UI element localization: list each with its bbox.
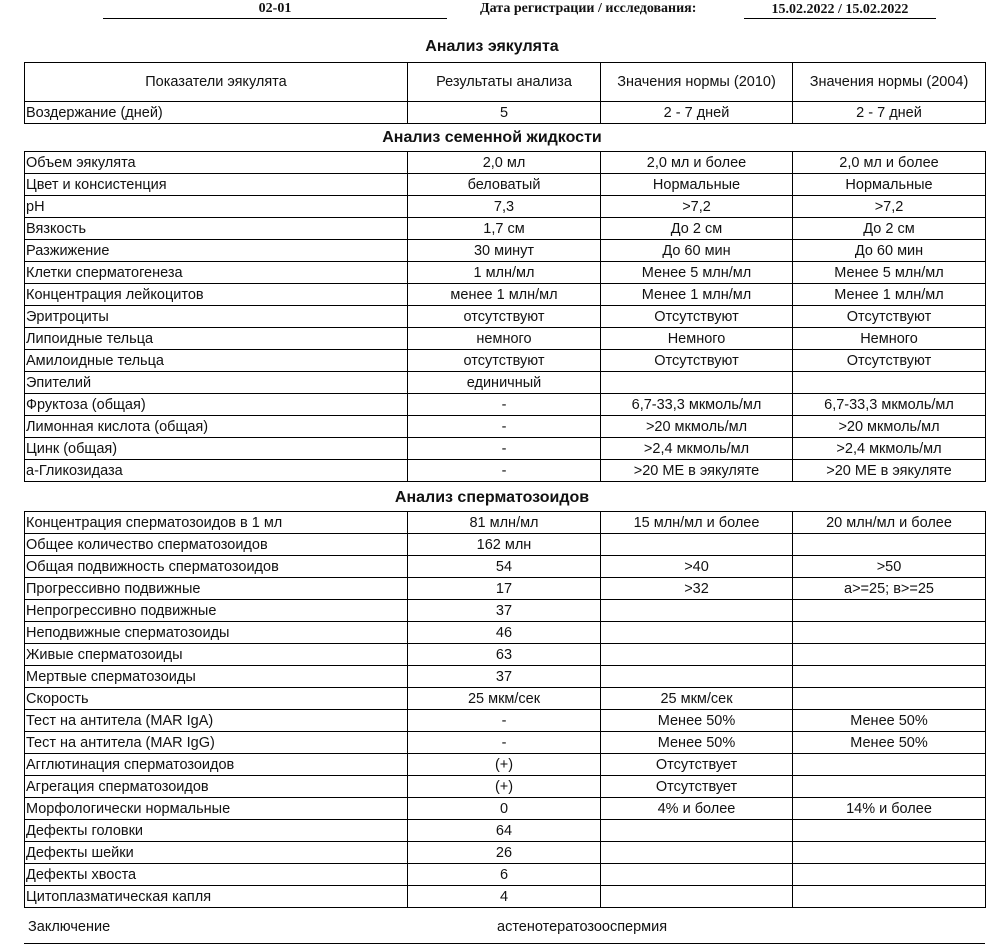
- norm-cell: >2,4 мкмоль/мл: [793, 438, 986, 460]
- row-label: Объем эякулята: [25, 152, 408, 174]
- section-title-seminal-fluid: Анализ семенной жидкости: [382, 129, 602, 146]
- table-row: [25, 152, 986, 174]
- row-label: Мертвые сперматозоиды: [25, 666, 408, 688]
- table-row: [25, 666, 986, 688]
- table-row: [25, 688, 986, 710]
- row-label: Скорость: [25, 688, 408, 710]
- table-seminal-fluid: [24, 151, 986, 482]
- row-label: pH: [25, 196, 408, 218]
- norm-cell: [793, 372, 986, 394]
- table-row: [25, 306, 986, 328]
- result-cell: 54: [408, 556, 601, 578]
- result-cell: -: [408, 438, 601, 460]
- norm-cell: Менее 5 млн/мл: [601, 262, 793, 284]
- table-row: [25, 240, 986, 262]
- column-header: Значения нормы (2004): [793, 63, 986, 102]
- row-label: Фруктоза (общая): [25, 394, 408, 416]
- table-row: [25, 534, 986, 556]
- norm-cell: [601, 622, 793, 644]
- table-row: [25, 732, 986, 754]
- table-row: [25, 460, 986, 482]
- result-cell: 1 млн/мл: [408, 262, 601, 284]
- row-label: Концентрация сперматозоидов в 1 мл: [25, 512, 408, 534]
- row-label: Эритроциты: [25, 306, 408, 328]
- result-cell: 4: [408, 886, 601, 908]
- result-cell: -: [408, 710, 601, 732]
- norm-cell: Менее 50%: [601, 732, 793, 754]
- norm-cell: До 2 см: [601, 218, 793, 240]
- row-label: Цитоплазматическая капля: [25, 886, 408, 908]
- result-cell: 17: [408, 578, 601, 600]
- result-cell: 30 минут: [408, 240, 601, 262]
- norm-cell: [601, 534, 793, 556]
- row-label: Общее количество сперматозоидов: [25, 534, 408, 556]
- result-cell: (+): [408, 754, 601, 776]
- norm-cell: [793, 776, 986, 798]
- result-cell: 1,7 см: [408, 218, 601, 240]
- norm-cell: Нормальные: [793, 174, 986, 196]
- table-row: [25, 512, 986, 534]
- norm-cell: Отсутствуют: [793, 350, 986, 372]
- norm-cell: Отсутствуют: [793, 306, 986, 328]
- table-row: [25, 644, 986, 666]
- conclusion-label: Заключение: [28, 919, 111, 935]
- row-label: Агглютинация сперматозоидов: [25, 754, 408, 776]
- row-label: Тест на антитела (MAR IgG): [25, 732, 408, 754]
- table-row: [25, 710, 986, 732]
- number-underline: [103, 18, 447, 19]
- norm-cell: 2,0 мл и более: [793, 152, 986, 174]
- norm-cell: [601, 600, 793, 622]
- row-label: Цинк (общая): [25, 438, 408, 460]
- norm-cell: [601, 886, 793, 908]
- row-label: Разжижение: [25, 240, 408, 262]
- row-label: Дефекты шейки: [25, 842, 408, 864]
- table-row: [25, 218, 986, 240]
- norm-cell: 2,0 мл и более: [601, 152, 793, 174]
- norm-cell: 4% и более: [601, 798, 793, 820]
- norm-cell: [601, 842, 793, 864]
- norm-cell: 14% и более: [793, 798, 986, 820]
- table-row: [25, 196, 986, 218]
- row-label: Вязкость: [25, 218, 408, 240]
- norm-cell: Отсутствует: [601, 776, 793, 798]
- row-label: Лимонная кислота (общая): [25, 416, 408, 438]
- row-label: Живые сперматозоиды: [25, 644, 408, 666]
- norm-cell: >7,2: [793, 196, 986, 218]
- norm-cell: Менее 1 млн/мл: [793, 284, 986, 306]
- row-label: Клетки сперматогенеза: [25, 262, 408, 284]
- result-cell: -: [408, 732, 601, 754]
- norm-cell: [601, 864, 793, 886]
- norm-cell: Менее 1 млн/мл: [601, 284, 793, 306]
- norm-cell: Менее 50%: [601, 710, 793, 732]
- norm-cell: >40: [601, 556, 793, 578]
- table-row: [25, 578, 986, 600]
- norm-cell: [601, 372, 793, 394]
- date-value: 15.02.2022 / 15.02.2022: [744, 1, 936, 19]
- table-row: [25, 438, 986, 460]
- result-cell: -: [408, 416, 601, 438]
- result-cell: 46: [408, 622, 601, 644]
- norm-cell: Менее 5 млн/мл: [793, 262, 986, 284]
- table-row: [25, 350, 986, 372]
- row-label: Морфологически нормальные: [25, 798, 408, 820]
- result-cell: беловатый: [408, 174, 601, 196]
- result-cell: менее 1 млн/мл: [408, 284, 601, 306]
- row-label: Тест на антитела (MAR IgA): [25, 710, 408, 732]
- table-row: [25, 622, 986, 644]
- report-number: 02-01: [258, 1, 292, 16]
- norm-cell: >32: [601, 578, 793, 600]
- row-label: Концентрация лейкоцитов: [25, 284, 408, 306]
- norm-cell: >20 мкмоль/мл: [793, 416, 986, 438]
- result-cell: 0: [408, 798, 601, 820]
- row-label: Липоидные тельца: [25, 328, 408, 350]
- result-cell: 26: [408, 842, 601, 864]
- result-cell: 81 млн/мл: [408, 512, 601, 534]
- norm-cell: Немного: [793, 328, 986, 350]
- result-cell: отсутствуют: [408, 350, 601, 372]
- norm-cell: 2 - 7 дней: [793, 102, 986, 124]
- date-label: Дата регистрации / исследования:: [480, 1, 697, 16]
- norm-cell: [793, 534, 986, 556]
- result-cell: -: [408, 460, 601, 482]
- result-cell: отсутствуют: [408, 306, 601, 328]
- table-ejaculate: [24, 62, 986, 124]
- result-cell: единичный: [408, 372, 601, 394]
- table-row: [25, 174, 986, 196]
- norm-cell: [793, 688, 986, 710]
- norm-cell: >20 МЕ в эякуляте: [601, 460, 793, 482]
- result-cell: 63: [408, 644, 601, 666]
- norm-cell: 2 - 7 дней: [601, 102, 793, 124]
- norm-cell: До 2 см: [793, 218, 986, 240]
- norm-cell: [601, 666, 793, 688]
- row-label: Амилоидные тельца: [25, 350, 408, 372]
- result-cell: 2,0 мл: [408, 152, 601, 174]
- norm-cell: [793, 886, 986, 908]
- result-cell: 162 млн: [408, 534, 601, 556]
- norm-cell: >2,4 мкмоль/мл: [601, 438, 793, 460]
- norm-cell: Нормальные: [601, 174, 793, 196]
- result-cell: 5: [408, 102, 601, 124]
- row-label: Эпителий: [25, 372, 408, 394]
- norm-cell: >7,2: [601, 196, 793, 218]
- norm-cell: 6,7-33,3 мкмоль/мл: [601, 394, 793, 416]
- result-cell: 37: [408, 666, 601, 688]
- result-cell: (+): [408, 776, 601, 798]
- norm-cell: [793, 622, 986, 644]
- norm-cell: [601, 644, 793, 666]
- column-header: Значения нормы (2010): [601, 63, 793, 102]
- result-cell: 6: [408, 864, 601, 886]
- table-row: [25, 886, 986, 908]
- result-cell: -: [408, 394, 601, 416]
- norm-cell: 20 млн/мл и более: [793, 512, 986, 534]
- table-row: [25, 754, 986, 776]
- norm-cell: 25 мкм/сек: [601, 688, 793, 710]
- row-label: Воздержание (дней): [25, 102, 408, 124]
- table-row: [25, 416, 986, 438]
- conclusion-value: астенотератозооспермия: [497, 919, 668, 935]
- row-label: Дефекты головки: [25, 820, 408, 842]
- table-row: [25, 328, 986, 350]
- row-label: Прогрессивно подвижные: [25, 578, 408, 600]
- table-row: [25, 842, 986, 864]
- row-label: Неподвижные сперматозоиды: [25, 622, 408, 644]
- row-label: Цвет и консистенция: [25, 174, 408, 196]
- norm-cell: Отсутствуют: [601, 350, 793, 372]
- norm-cell: 6,7-33,3 мкмоль/мл: [793, 394, 986, 416]
- result-cell: немного: [408, 328, 601, 350]
- norm-cell: >50: [793, 556, 986, 578]
- row-label: Дефекты хвоста: [25, 864, 408, 886]
- result-cell: 37: [408, 600, 601, 622]
- norm-cell: >20 МЕ в эякуляте: [793, 460, 986, 482]
- table-sperm: [24, 511, 986, 908]
- row-label: Агрегация сперматозоидов: [25, 776, 408, 798]
- table-row: [25, 102, 986, 124]
- row-label: а-Гликозидаза: [25, 460, 408, 482]
- norm-cell: До 60 мин: [601, 240, 793, 262]
- norm-cell: Менее 50%: [793, 710, 986, 732]
- norm-cell: [793, 864, 986, 886]
- column-header: Результаты анализа: [408, 63, 601, 102]
- table-row: [25, 394, 986, 416]
- norm-cell: Отсутствует: [601, 754, 793, 776]
- norm-cell: [793, 754, 986, 776]
- norm-cell: Отсутствуют: [601, 306, 793, 328]
- norm-cell: а>=25; в>=25: [793, 578, 986, 600]
- norm-cell: [793, 666, 986, 688]
- row-label: Непрогрессивно подвижные: [25, 600, 408, 622]
- norm-cell: 15 млн/мл и более: [601, 512, 793, 534]
- section-title-ejaculate: Анализ эякулята: [425, 38, 559, 55]
- norm-cell: >20 мкмоль/мл: [601, 416, 793, 438]
- column-header: Показатели эякулята: [25, 63, 408, 102]
- row-label: Общая подвижность сперматозоидов: [25, 556, 408, 578]
- table-row: [25, 798, 986, 820]
- table-row: [25, 284, 986, 306]
- norm-cell: [601, 820, 793, 842]
- conclusion-underline: [24, 943, 985, 944]
- result-cell: 7,3: [408, 196, 601, 218]
- table-row: [25, 262, 986, 284]
- table-row: [25, 864, 986, 886]
- norm-cell: Немного: [601, 328, 793, 350]
- section-title-sperm: Анализ сперматозоидов: [394, 489, 590, 506]
- table-row: [25, 820, 986, 842]
- report-header: [0, 0, 1000, 26]
- norm-cell: Менее 50%: [793, 732, 986, 754]
- result-cell: 64: [408, 820, 601, 842]
- table-row: [25, 600, 986, 622]
- norm-cell: [793, 842, 986, 864]
- norm-cell: [793, 820, 986, 842]
- table-row: [25, 372, 986, 394]
- norm-cell: [793, 644, 986, 666]
- norm-cell: [793, 600, 986, 622]
- table-row: [25, 776, 986, 798]
- norm-cell: До 60 мин: [793, 240, 986, 262]
- table-header-row: [25, 63, 986, 102]
- result-cell: 25 мкм/сек: [408, 688, 601, 710]
- table-row: [25, 556, 986, 578]
